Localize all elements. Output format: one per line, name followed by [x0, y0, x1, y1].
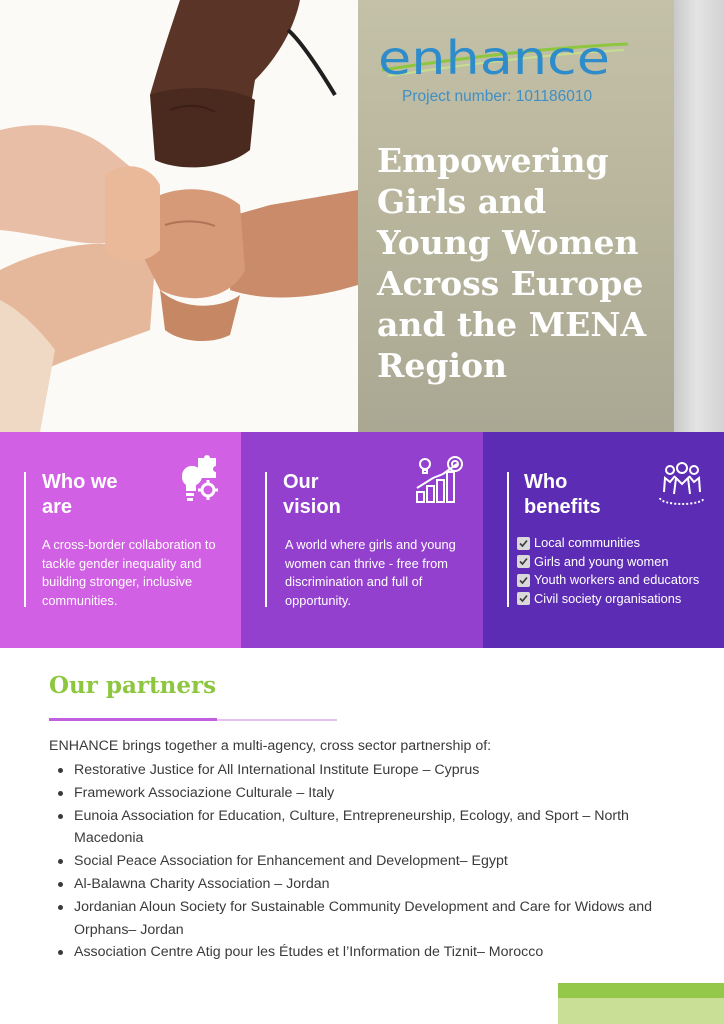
who-benefits-column	[483, 432, 724, 648]
list-item: Al-Balawna Charity Association – Jordan	[74, 873, 694, 896]
checkbox-icon	[517, 555, 530, 568]
list-item: Association Centre Atig pour les Études et l’Information de Tiznit– Morocco	[74, 941, 694, 964]
column-heading: Who we are	[42, 471, 118, 518]
list-item: Social Peace Association for Enhancement and Development– Egypt	[74, 850, 694, 873]
people-group-icon	[656, 454, 708, 506]
checkbox-icon	[517, 574, 530, 587]
column-divider	[265, 472, 267, 607]
column-divider	[24, 472, 26, 607]
list-item: Restorative Justice for All International Institute Europe – Cyprus	[74, 759, 694, 782]
partners-heading: Our partners	[49, 672, 217, 699]
list-item: Eunoia Association for Education, Culture, Entrepreneurship, Ecology, and Sport – North Macedonia	[74, 805, 694, 851]
enhance-logo	[378, 30, 638, 86]
who-we-are-column	[0, 432, 241, 648]
growth-chart-target-icon	[413, 454, 465, 506]
feature-columns	[0, 432, 724, 648]
partners-list	[74, 759, 694, 964]
column-heading: Our vision	[283, 471, 341, 518]
column-heading: Who benefits	[524, 471, 601, 518]
checkbox-icon	[517, 537, 530, 550]
footer-accent-bar-light	[558, 998, 724, 1024]
column-divider	[507, 472, 509, 607]
list-item: Civil society organisations	[517, 590, 699, 609]
heading-underline-accent	[49, 718, 217, 721]
list-item: Youth workers and educators	[517, 571, 699, 590]
page-title: Empowering Girls and Young Women Across Europe and the MENA Region	[377, 141, 647, 385]
partners-intro: ENHANCE brings together a multi-agency, cross sector partnership of:	[49, 738, 492, 754]
list-item: Jordanian Aloun Society for Sustainable Community Development and Care for Widows and Orphans– Jordan	[74, 896, 694, 942]
decorative-strip	[674, 0, 724, 432]
benefits-list	[517, 534, 699, 608]
checkbox-icon	[517, 592, 530, 605]
list-item: Local communities	[517, 534, 699, 553]
footer-accent-bar	[558, 983, 724, 998]
list-item: Girls and young women	[517, 553, 699, 572]
lightbulb-puzzle-gear-icon	[168, 454, 220, 506]
project-number: Project number: 101186010	[402, 88, 593, 105]
column-text: A world where girls and young women can thrive - free from discrimination and full of opportunity.	[285, 537, 456, 608]
column-text: A cross-border collaboration to tackle gender inequality and building stronger, inclusive communities.	[42, 537, 216, 608]
list-item: Framework Associazione Culturale – Italy	[74, 782, 694, 805]
hero-section	[0, 0, 724, 432]
logo-wordmark: enhance	[378, 31, 610, 85]
fist-bump-photo	[0, 0, 358, 432]
our-vision-column	[241, 432, 483, 648]
